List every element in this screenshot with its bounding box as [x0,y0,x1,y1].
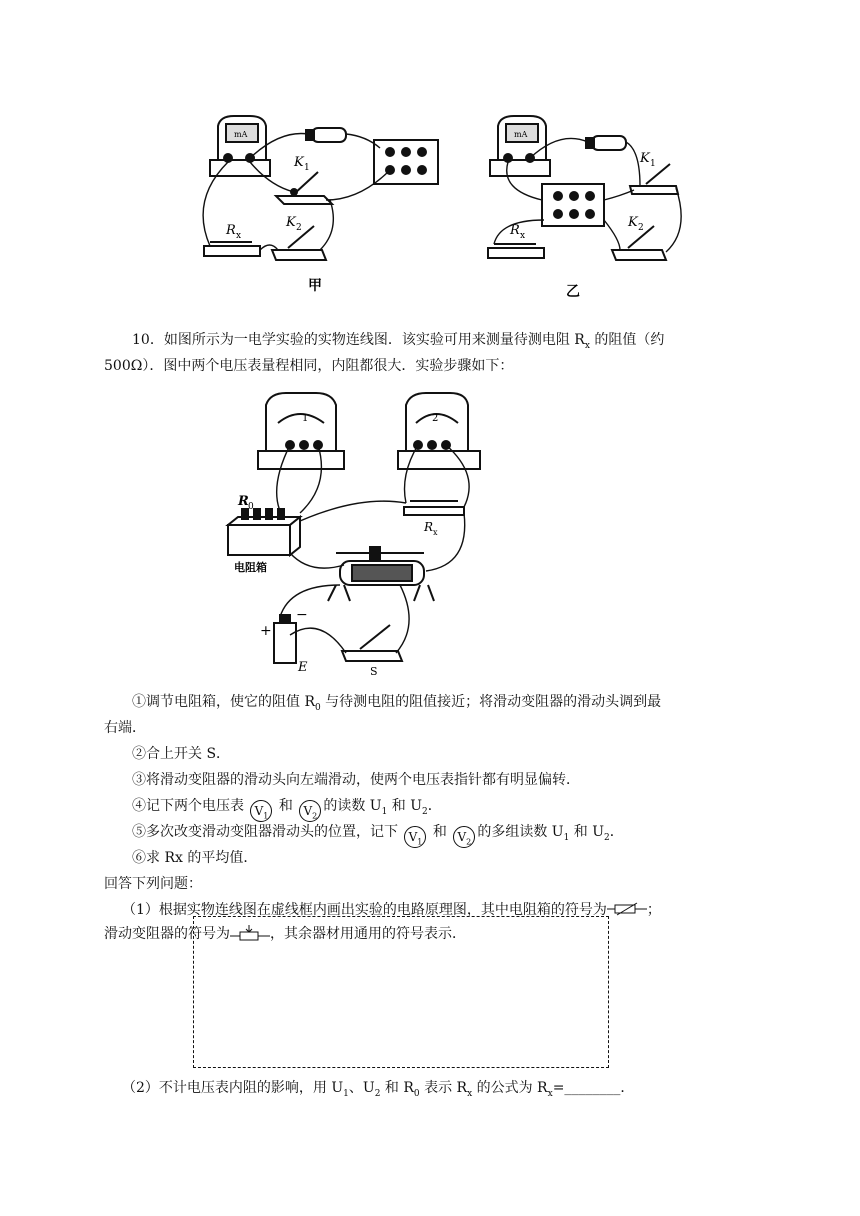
answer-intro-text: 回答下列问题： [104,876,202,892]
rx-sub-jia: x [236,231,242,241]
meter-mA-label-yi: mA [514,130,528,139]
q2-sub0: 0 [413,1088,420,1099]
cell-yi [586,136,626,150]
question-10-intro-2 [104,352,513,380]
q2b: 、U [348,1080,375,1096]
rx-resistor [404,501,464,515]
box-label: 电阻箱 [234,561,267,574]
voltmeter-v1 [258,393,344,469]
q1d: ，其余器材用通用的符号表示． [270,926,466,942]
step-5-sub2: 2 [604,832,610,843]
k2-label-jia: K [286,215,296,230]
step-4-sub2: 2 [422,806,428,817]
e-label: E [298,660,308,675]
step-5a: ⑤多次改变滑动变阻器滑动头的位置，记下 [132,824,398,840]
answer-intro [104,870,202,898]
rx-label: R [424,520,434,534]
minus-sign: − [296,607,308,623]
q2c: 和 R [380,1080,414,1096]
r0-sub: 0 [248,502,254,512]
q2f: =________． [552,1080,635,1096]
k1-label-yi: K [640,151,650,166]
figure-yi [480,100,690,300]
q1a: （1）根据实物连线图在虚线框内画出实验的电路原理图，其中电阻箱的符号为 [122,902,607,918]
k2-sub-yi: 2 [638,223,644,233]
intro-sub: x [584,340,590,351]
v2-symbol-2-sub: 2 [466,837,472,847]
v1-symbol-2-v: V [408,830,418,844]
step-4c: 的读数 U [323,798,382,814]
r0-label: R [238,494,249,509]
step-1 [132,688,744,722]
figure-yi-caption: 乙 [566,284,580,300]
v2-symbol-2-v: V [457,830,467,844]
v2-symbol-2 [453,826,475,848]
intro-line2: 500Ω）．图中两个电压表量程相同，内阻都很大．实验步骤如下： [104,358,514,374]
v2-symbol-v: V [303,804,313,818]
figure-jia [190,100,450,300]
step-4b: 和 [278,798,293,814]
cell-jia [306,128,346,142]
v1-symbol-2 [404,826,426,848]
q1b: ； [646,902,661,918]
step-1-sub: 0 [315,702,321,713]
v1-symbol-2-sub: 1 [417,837,423,847]
resistance-box-symbol [607,902,647,916]
step-2 [132,740,230,768]
voltmeter-v2 [398,393,480,469]
circuit-figure [220,385,510,675]
intro-line1: 10．如图所示为一电学实验的实物连线图．该实验可用来测量待测电阻 R [132,332,585,348]
v2-digit: 2 [432,413,439,424]
v2-symbol-sub: 2 [312,811,318,821]
q1c: 滑动变阻器的符号为 [104,926,230,942]
resistance-box-r0 [228,509,300,555]
switch-s [342,625,402,661]
step-2-text: ②合上开关 S． [132,746,231,762]
resistance-box-yi [542,184,604,226]
step-5-sub1: 1 [563,832,570,843]
step-1-cont [104,714,146,742]
k1-label-jia: K [294,155,304,170]
step-4d: 和 U [387,798,423,814]
rheostat [328,547,434,601]
q2a: （2）不计电压表内阻的影响，用 U [122,1080,344,1096]
resistance-box-jia [374,140,438,184]
v1-symbol-v: V [254,804,264,818]
ammeter-yi [490,116,550,176]
step-1b: 与待测电阻的阻值接近；将滑动变阻器的滑动头调到最 [320,694,662,710]
rx-sub: x [433,528,438,537]
step-5d: 和 U [569,824,605,840]
step-6-text: ⑥求 Rx 的平均值． [132,850,258,866]
k1-sub-jia: 1 [304,163,310,173]
q2-sub1: 1 [343,1088,349,1099]
s-label: S [370,665,378,675]
meter-mA-label-jia: mA [234,130,248,139]
step-5e: ． [609,824,624,840]
q2d: 表示 R [419,1080,468,1096]
step-5b: 和 [432,824,447,840]
sub-question-2 [122,1074,634,1108]
rx-sub-yi: x [520,231,526,241]
k1-sub-yi: 1 [650,159,656,169]
step-5c: 的多组读数 U [477,824,564,840]
k2-sub-jia: 2 [296,223,302,233]
step-4e: ． [427,798,442,814]
k2-label-yi: K [628,215,638,230]
ammeter-jia [210,116,270,176]
v1-symbol-sub: 1 [263,811,269,821]
rx-label-jia: R [226,223,236,238]
step-6 [132,844,257,872]
step-3-text: ③将滑动变阻器的滑动头向左端滑动，使两个电压表指针都有明显偏转． [132,772,580,788]
rx-resistor-jia [204,242,260,256]
plus-sign: + [260,623,272,639]
switch-k1-jia [276,172,332,204]
step-4-sub1: 1 [381,806,388,817]
step-3 [132,766,580,794]
q2-sub2: 2 [374,1088,381,1099]
rx-resistor-yi [488,244,544,258]
q2e: 的公式为 R [472,1080,548,1096]
battery-e [274,615,296,663]
step-1a: ①调节电阻箱，使它的阻值 R [132,694,315,710]
answer-box[interactable] [193,916,609,1068]
rx-label-yi: R [510,223,520,238]
intro-line1-end: 的阻值（约 [589,332,665,348]
q2-subx-2: x [547,1088,553,1099]
step-4a: ④记下两个电压表 [132,798,244,814]
v1-digit: 1 [302,413,309,424]
step-1c: 右端． [104,720,146,736]
q2-subx: x [467,1088,473,1099]
figure-jia-caption: 甲 [308,278,322,294]
